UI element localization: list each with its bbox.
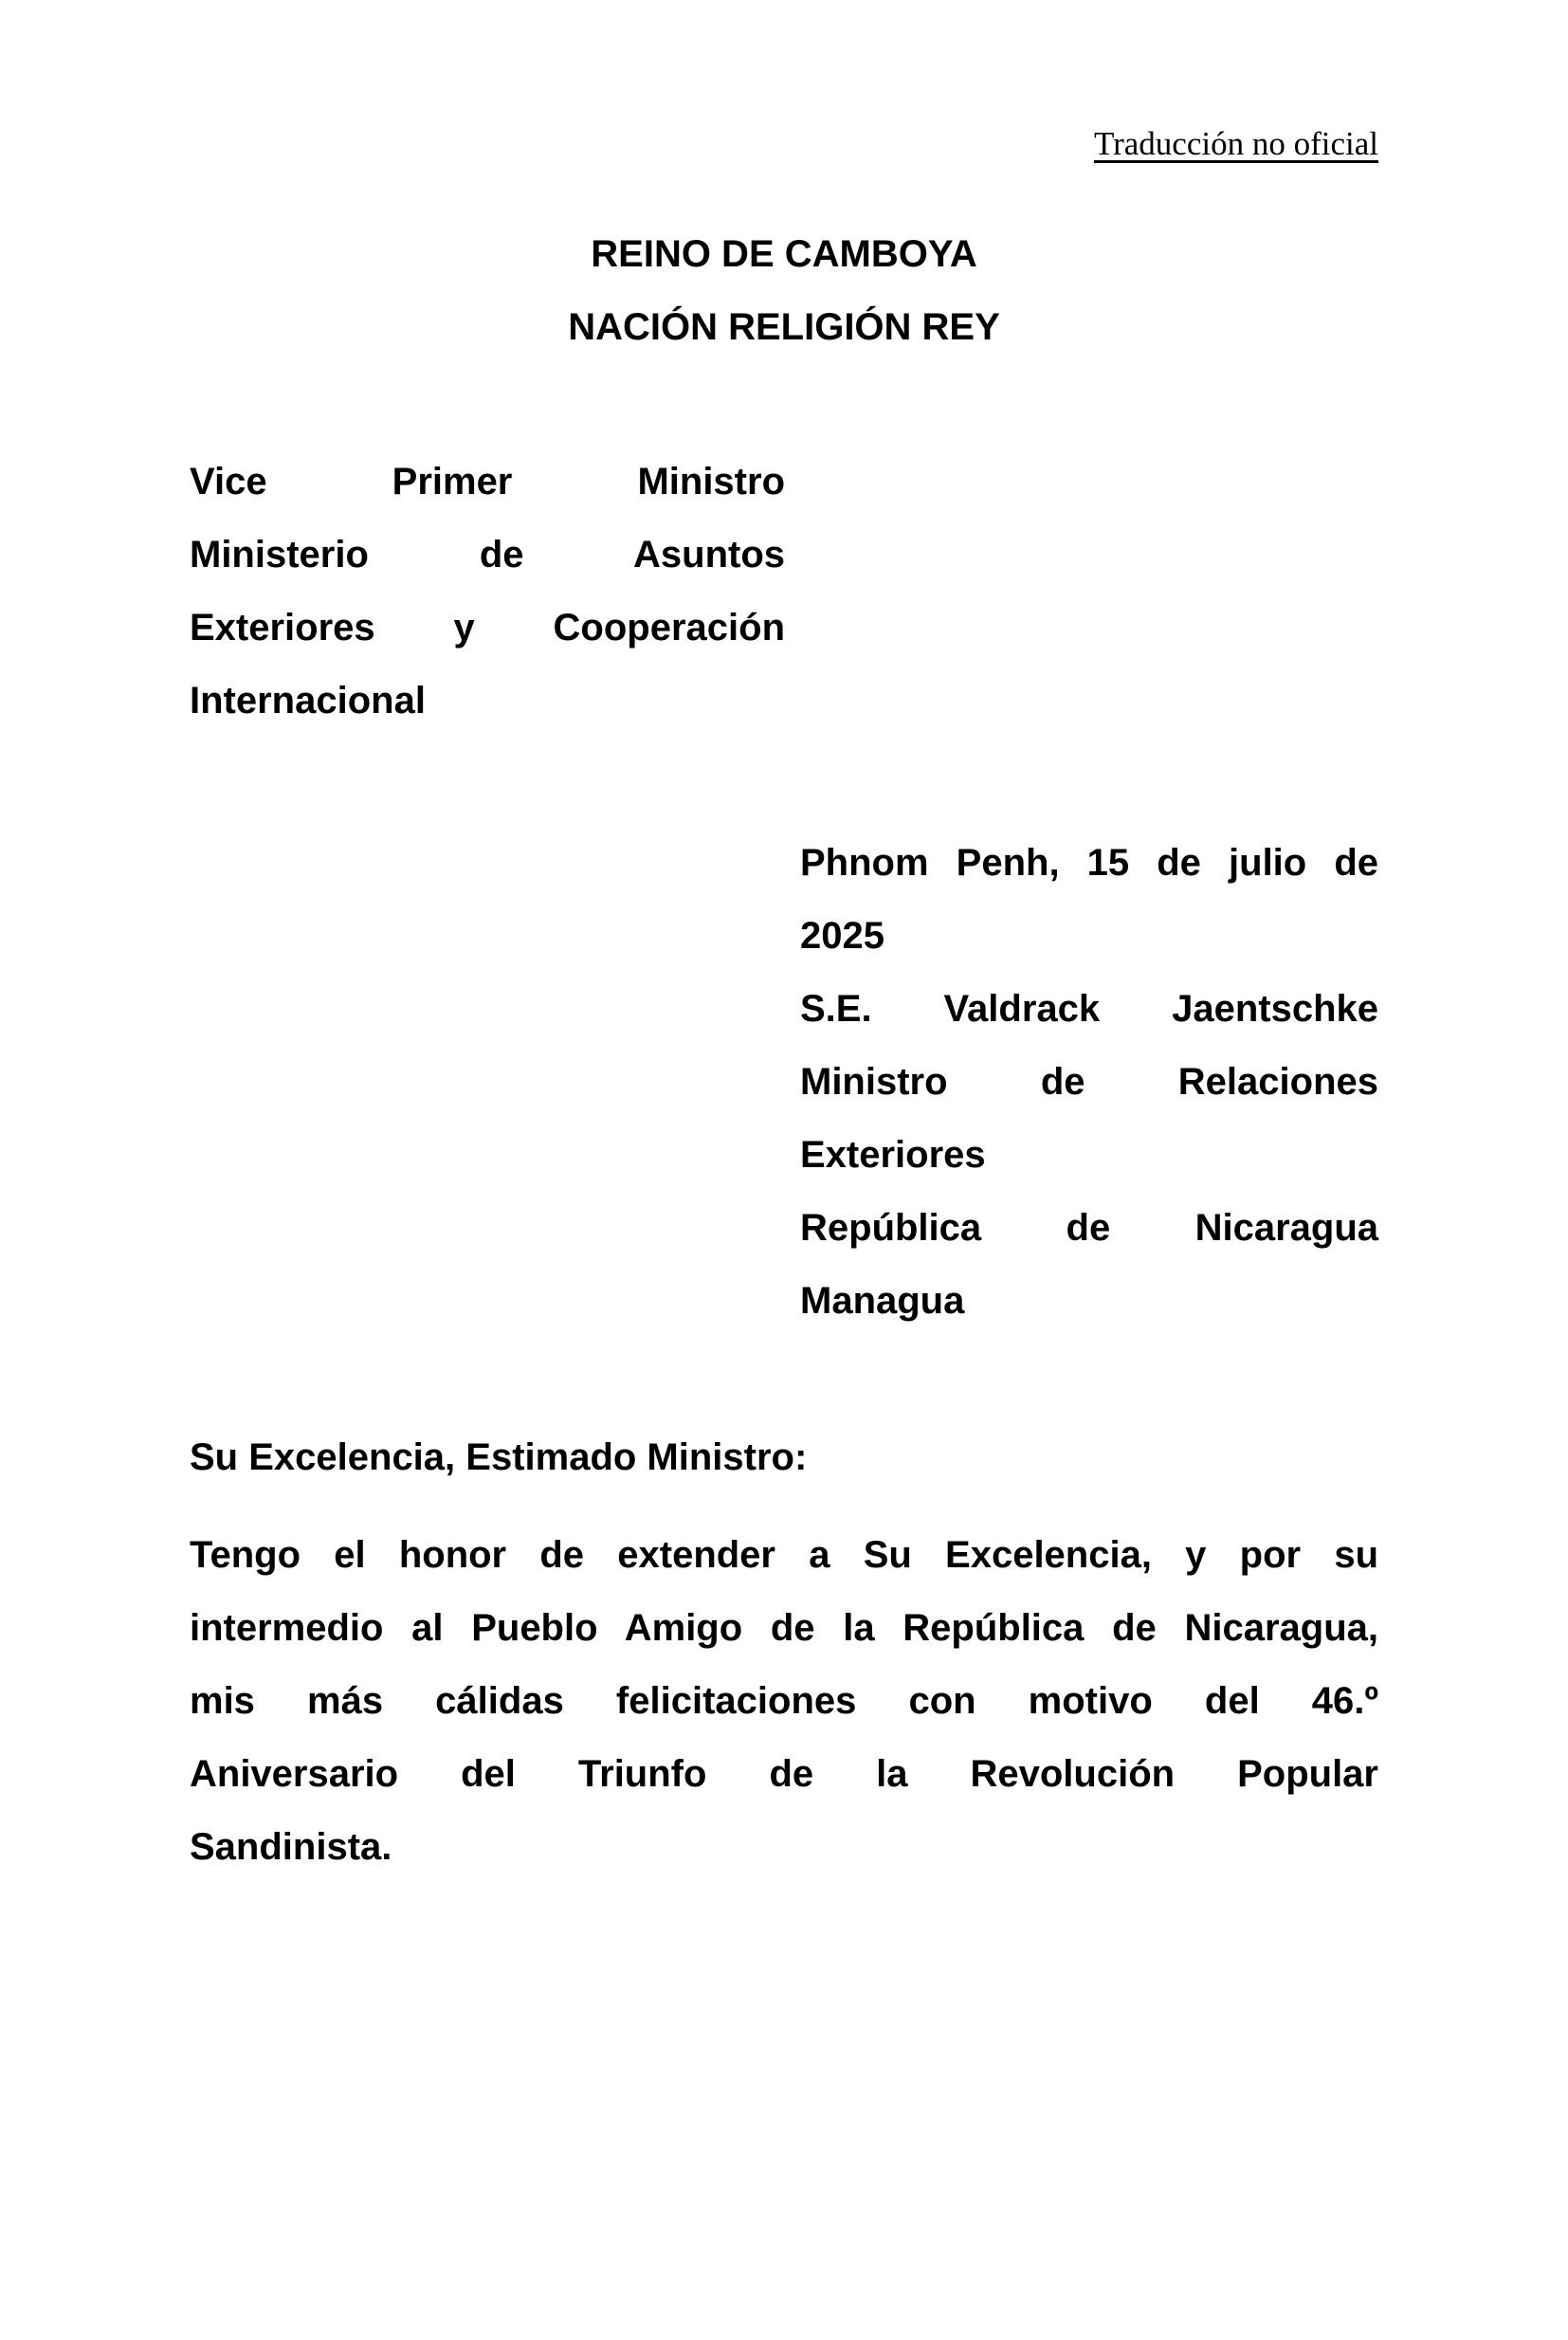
unofficial-translation-text: Traducción no oficial xyxy=(1093,125,1378,162)
addressee-title: Ministro de Relaciones xyxy=(800,1061,1378,1103)
salutation: Su Excelencia, Estimado Ministro: xyxy=(190,1436,808,1478)
document-page xyxy=(0,123,1568,2340)
unofficial-translation-note xyxy=(190,123,1378,165)
sender-line: Vice Primer Ministro xyxy=(190,461,785,503)
body-line: mis más cálidas felicitaciones con motivo del 46.º xyxy=(190,1680,1378,1722)
body-line: Aniversario del Triunfo de la Revolución Popular xyxy=(190,1753,1378,1795)
sender-line: Exteriores y Cooperación xyxy=(190,607,785,649)
dateline: Phnom Penh, 15 de julio de xyxy=(800,842,1378,884)
sender-line: Ministerio de Asuntos xyxy=(190,534,785,576)
addressee-city: Managua xyxy=(800,1280,965,1322)
letterhead-line-motto: NACIÓN RELIGIÓN REY xyxy=(568,306,1000,348)
sender-line: Internacional xyxy=(190,680,426,722)
letterhead-line-kingdom: REINO DE CAMBOYA xyxy=(591,233,977,275)
body-line: Sandinista. xyxy=(190,1826,392,1868)
body-line: Tengo el honor de extender a Su Excelencia, y por su xyxy=(190,1534,1378,1576)
body-line: intermedio al Pueblo Amigo de la República de Nicaragua, xyxy=(190,1607,1378,1649)
sender-title-block xyxy=(190,446,785,738)
dateline-year: 2025 xyxy=(800,915,884,957)
addressee-title-cont: Exteriores xyxy=(800,1134,986,1176)
addressee-name: S.E. Valdrack Jaentschke xyxy=(800,988,1378,1030)
letterhead-heading xyxy=(190,218,1378,364)
addressee-country: República de Nicaragua xyxy=(800,1207,1378,1249)
body-paragraph xyxy=(190,1519,1378,1884)
date-and-addressee-block xyxy=(800,827,1378,1338)
